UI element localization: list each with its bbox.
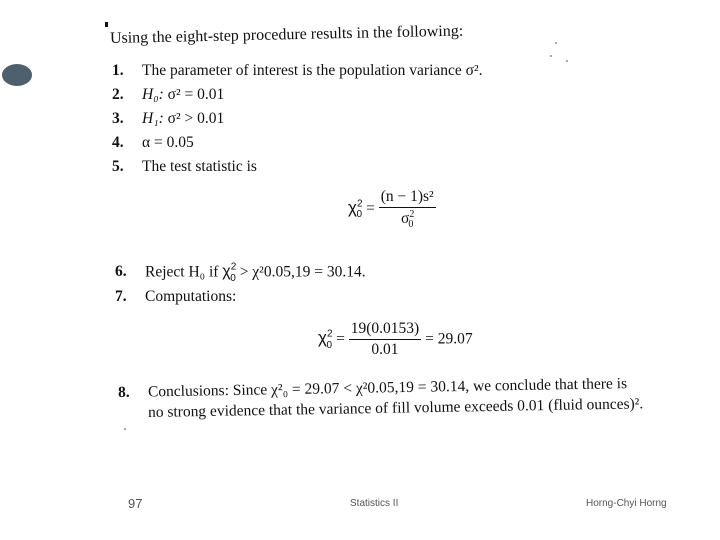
- scan-speck: [550, 55, 552, 57]
- slide-bullet-dot: [2, 64, 32, 86]
- step-2-label: H₀:: [142, 86, 164, 103]
- step-6-number: 6.: [115, 263, 127, 281]
- computation-fraction: [349, 320, 421, 359]
- step-2: [112, 86, 224, 104]
- scan-speck: [124, 428, 126, 430]
- scan-speck: [555, 42, 557, 44]
- step-4-text: α = 0.05: [142, 134, 194, 151]
- computation-chi-symbol: $\chi^2_0$: [318, 328, 333, 351]
- chi-square-symbol: $\chi^2_0$: [348, 197, 363, 221]
- step-3: [112, 110, 224, 128]
- computation-numerator: 19(0.0153): [349, 320, 421, 340]
- step-2-text: σ² = 0.01: [167, 86, 225, 103]
- footer-page-number: 97: [128, 496, 143, 511]
- footer-author: Horng-Chyi Horng: [586, 498, 667, 509]
- step-1-number: 1.: [112, 62, 124, 79]
- scan-mark: [105, 22, 108, 27]
- step-3-number: 3.: [112, 110, 124, 127]
- step-4-number: 4.: [112, 134, 124, 151]
- computation-formula: $\chi^2_0$ = $\frac{19(0.0153)}{0.01}$ = 29.07: [318, 320, 473, 358]
- footer-course-title: Statistics II: [350, 498, 399, 509]
- step-7: [115, 288, 236, 306]
- step-4: [112, 134, 194, 152]
- test-statistic-numerator: (n − 1)s²: [379, 188, 436, 208]
- step-1-text: The parameter of interest is the population variance σ².: [142, 62, 483, 79]
- computation-denominator: 0.01: [371, 341, 399, 358]
- step-8-line-1: Conclusions: Since χ²₀ = 29.07 < χ²0.05,19 = 30.14, we conclude that there is: [147, 375, 628, 401]
- step-6-chi-symbol: $\chi^2_0$: [222, 262, 237, 284]
- step-7-number: 7.: [115, 288, 127, 305]
- step-8-number: 8.: [117, 383, 130, 401]
- step-5: [112, 158, 257, 176]
- step-5-text: The test statistic is: [142, 158, 257, 175]
- step-6-text: Reject H₀ if: [145, 263, 219, 281]
- step-3-label: H₁:: [142, 110, 164, 127]
- test-statistic-formula: $\chi^2_0$ = $\frac{\text{(n − 1)s²}}{\sigma^2_0}$: [348, 188, 434, 231]
- test-statistic-denominator: $\sigma^2_0$: [401, 209, 415, 231]
- step-3-text: σ² > 0.01: [167, 110, 225, 127]
- step-6-condition: > χ²0.05,19 = 30.14.: [239, 263, 366, 281]
- computation-result: = 29.07: [425, 330, 473, 348]
- step-5-number: 5.: [112, 158, 124, 175]
- step-2-number: 2.: [112, 86, 124, 103]
- intro-text: Using the eight-step procedure results in the following:: [109, 22, 464, 47]
- test-statistic-fraction: [379, 188, 436, 230]
- step-7-text: Computations:: [145, 288, 237, 305]
- step-8-continuation: no strong evidence that the variance of fill volume exceeds 0.01 (fluid ounces)².: [147, 395, 644, 421]
- scan-speck: [566, 60, 568, 62]
- step-1: [112, 62, 483, 80]
- step-6: [115, 262, 366, 284]
